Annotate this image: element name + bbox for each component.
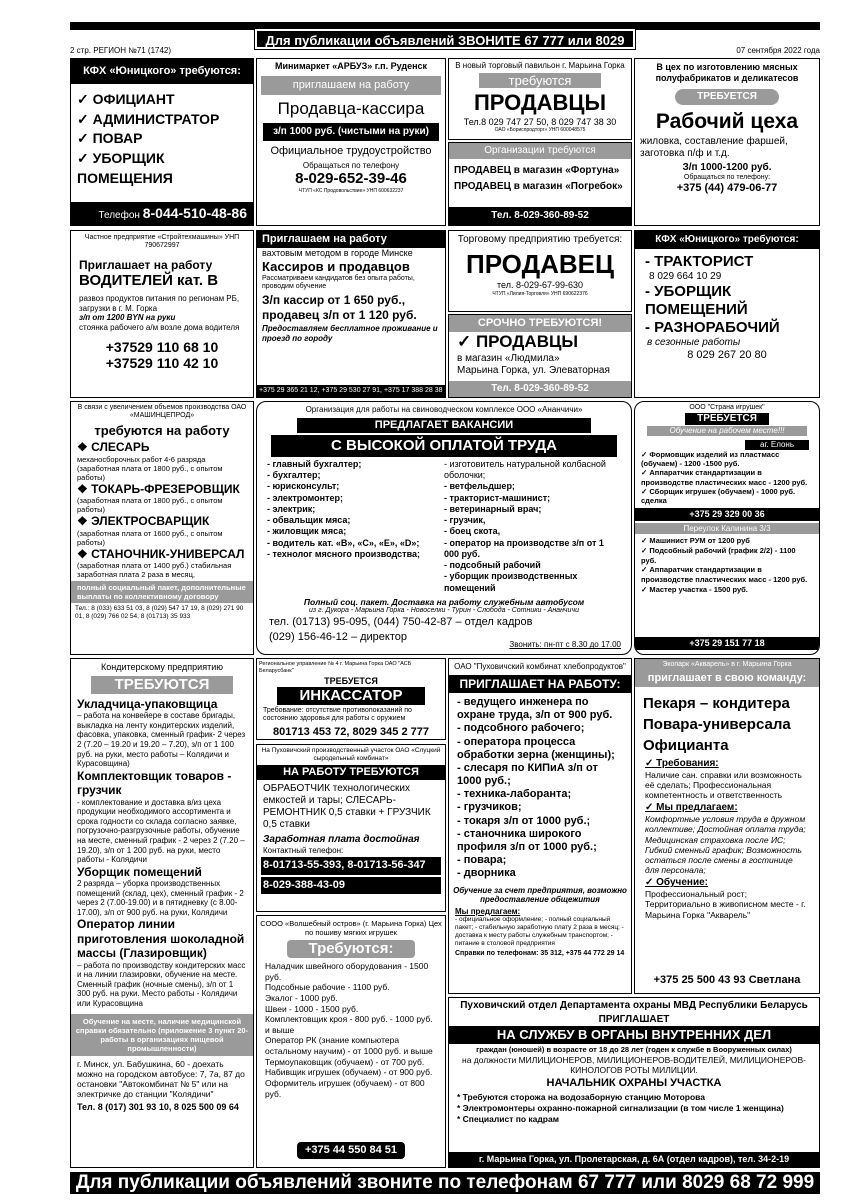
ad-title: Требуются: (287, 940, 415, 958)
ad-invite: ПРИГЛАШАЕТ (598, 1014, 670, 1025)
job-item: - подсобного рабочего; (457, 722, 585, 735)
ad-unp: ЧТУП «КС Продовольствие» УНП 600632237 (298, 188, 404, 195)
ad-salary: з/п 1000 руб. (чистыми на руки) (263, 123, 439, 141)
job-item: - обвальщик мяса; (267, 515, 351, 526)
phone: Справки по телефонам: 35 312, +375 44 772 29 14 (455, 949, 625, 957)
job-item: Повара-универсала (643, 715, 791, 733)
ad-confectionery (70, 658, 254, 1168)
ad-lyudmila (448, 314, 632, 398)
ad-position: ВОДИТЕЛЕЙ кат. В (79, 272, 219, 290)
job-item: - ТРАКТОРИСТ (645, 253, 754, 270)
ad-note: в сезонные работы (647, 337, 741, 348)
ad-offer: - официальное оформление; - полный социальный пакет; - стабильную заработную плату 2 раза в месяц; - доставка к месту работы служебным транспортом; - питание в столовой предприятия (455, 916, 624, 947)
job-item: Официанта (643, 736, 729, 754)
job-item: - подсобный рабочий (444, 560, 541, 571)
ad-address: Переулок Калинина 3/3 (635, 523, 819, 535)
job-item: - грузчиков; (457, 801, 522, 814)
job-item: ✓ Аппаратчик стандартизации в производстве пластических масс - 1200 руб. (641, 468, 808, 487)
job-name: Оператор линии приготовления шоколадной массы (Глазировщик) (77, 917, 245, 961)
ad-position: ПРОДАВЦЫ (473, 90, 607, 116)
job-item: - УБОРЩИК (645, 283, 732, 300)
ad-company: ОАО «Бориспродторг» УНП 600048575 (494, 127, 586, 134)
job-item: ПРОДАВЕЦ в магазин «Фортуна» (454, 165, 620, 176)
issue-info: 2 стр. РЕГИОН №71 (1742) (70, 46, 172, 55)
ad-cashiers (256, 230, 446, 398)
ad-company: Частное предприятие «Стройтехмашины» УНП 790672997 (84, 234, 240, 250)
ad-call: Обращаться по телефону: (683, 173, 771, 181)
job-item: Набивщик игрушек (обучаем) - от 900 руб. (265, 1067, 433, 1078)
phone: +375 25 500 43 93 Светлана (653, 973, 801, 986)
phone: +37529 110 42 10 (105, 355, 219, 372)
ad-company: ОАО "Пуховичский комбинат хлебопродуктов" (454, 662, 626, 671)
job-item: ✓ Аппаратчик стандартизации в производстве пластических масс - 1200 руб. (641, 565, 808, 585)
ad-position: Кассиров и продавцов (262, 258, 410, 274)
ad-seller (448, 230, 632, 312)
ad-salary: Заработная плата достойная (263, 833, 420, 845)
ad-title: Минимаркет «АРБУЗ» г.п. Руденск (274, 61, 428, 71)
job-desc: 2 разряда – уборка производственных помещений (склад, цех), сменный график - 2 через 2 (7.00-19.00) и в пятидневку (с 8.00-17.00), з/п от 900 руб. на руки, Колядичи (77, 879, 244, 917)
ad-intro: На Пуховичский производственный участок ОАО «Слуцкий сыродельный комбинат» (261, 747, 441, 762)
job-item: - тракторист-машинист; (444, 492, 551, 503)
ad-salary: З/п 1000-1200 руб. (682, 161, 772, 173)
ad-hours: Звонить: пн-пт с 8.30 до 17.00 (509, 640, 621, 650)
job-desc: (заработная плата от 1800 руб., с опытом работы) (77, 496, 223, 515)
ad-intro: Организация для работы на свиноводческом комплексе ООО «Ананчичи» (305, 405, 583, 414)
ad-social: Полный соц. пакет. Доставка на работу служебным автобусом (303, 596, 585, 607)
ad-desc: Рассматриваем кандидатов без опыта работы, проводим обучение (262, 274, 415, 290)
ad-yunitsky-2 (634, 230, 820, 398)
ad-salary: з/п от 1200 BYN на руки (79, 313, 176, 323)
ad-note: Предоставляем бесплатное проживание и проезд по городу (262, 324, 438, 343)
ad-line: НАЧАЛЬНИК ОХРАНЫ УЧАСТКА (546, 1076, 722, 1089)
bottom-banner: Для публикации объявлений звоните по телефонам 67 777 или 8029 68 72 999 (70, 1172, 820, 1194)
ad-intro: Региональное управление № 4 г. Марьина Горка ОАО "АСБ Беларусбанк" (259, 661, 412, 674)
phone: +375 29 365 21 12, +375 29 530 27 91, +375 17 388 28 38 (257, 385, 445, 397)
ad-bread-combine (448, 658, 632, 994)
ad-location: В новый торговый павильон г. Марьина Горка (455, 61, 625, 70)
ad-offer-title: ✓ Мы предлагаем: (645, 802, 738, 814)
job-item: Оформитель игрушек (обучаем) - от 800 руб. (265, 1077, 425, 1099)
ad-intro: Кондитерскому предприятию (101, 662, 223, 672)
job-name: СТАНОЧНИК-УНИВЕРСАЛ (91, 546, 245, 561)
ad-title: Пуховичский отдел Департамента охраны МВД Республики Беларусь (460, 1000, 808, 1011)
phone: +375 (44) 479-06-77 (676, 182, 778, 195)
job-item: Подсобные рабочие - 1100 руб. (265, 982, 390, 993)
ad-unp: ЧТУП «Лилия-Торговля» УНП 690622376 (492, 290, 588, 297)
ad-yunitsky-1 (70, 58, 254, 226)
phone: 8-029-388-43-09 (261, 877, 441, 894)
job-item: - жиловщик мяса; (267, 526, 347, 537)
job-item: ПОМЕЩЕНИЯ (77, 169, 173, 186)
job-desc: – работа на конвейере в составе бригады, выкладка на ленту кондитерских изделий, фасовка, упаковка, сменный график- 2 через 2 (7.20 – 19.20 и 19.20 – 7.20), з/п от 1 100 руб. на руки, место работы – Колядичи и Курасовщина) (77, 711, 246, 769)
job-desc: - комплектование и доставка в/из цеха продукции необходимого ассортимента и срока годности со склада согласно заявке, погрузочно-разгрузочные работы, обучение на месте, сменный график - 2 через 2 (7.20 – 19.20), з/п от 1 200 руб. на руки, место работы - Колядичи (77, 797, 245, 865)
job-item: Комплектовщик кроя - 800 руб. - 1000 руб. и выше (265, 1014, 433, 1035)
ad-intro: СООО «Волшебный остров» (г. Марьина Горка) Цех по пошиву мягких игрушек (260, 919, 442, 937)
phone: +375 29 151 77 18 (635, 637, 819, 650)
ad-akvarel (634, 658, 820, 994)
ad-title: НА РАБОТУ ТРЕБУЮТСЯ (257, 765, 445, 780)
ad-headline: С ВЫСОКОЙ ОПЛАТОЙ ТРУДА (271, 435, 617, 457)
ad-parking: стоянка рабочего а/м возле дома водителя (79, 322, 240, 332)
job-item: - ветфельдшер; (444, 481, 515, 492)
ad-city: аг. Елонь (745, 440, 809, 450)
ad-desc: развоз продуктов питания по регионам РБ, загрузки в г. М. Горка (79, 294, 240, 313)
phone: Тел.8 029 747 27 50, 8 029 747 38 30 (463, 116, 617, 127)
ad-line: на должности МИЛИЦИОНЕРОВ, МИЛИЦИОНЕРОВ-ВОДИТЕЛЕЙ, МИЛИЦИОНЕРОВ-КИНОЛОГОВ РОТЫ МИЛИЦИИ. (462, 1054, 806, 1075)
ad-slutsk-cheese (256, 744, 446, 912)
ad-offer-title: Мы предлагаем: (455, 906, 521, 916)
job-item: ПОМЕЩЕНИЙ (645, 301, 748, 318)
ad-invite: Приглашает на работу (79, 257, 213, 272)
phone: Тел. 8 (017) 301 93 10, 8 025 500 09 64 (77, 1102, 239, 1113)
ad-position: Продавца-кассира (277, 98, 425, 118)
job-item: - грузчик, (444, 515, 486, 526)
ad-notice: Обучение на месте, наличие медицинской справки обязательно (приложение 3 пункт 20- работы в организациях пищевой промышленности) (71, 1014, 253, 1056)
ad-required: ТРЕБУЕТСЯ (675, 89, 779, 105)
phone: +37529 110 68 10 (105, 338, 219, 355)
ad-offer: ПРЕДЛАГАЕТ ВАКАНСИИ (297, 418, 591, 433)
ad-required: требуются (479, 73, 601, 89)
job-item: - юрисконсульт; (267, 481, 340, 492)
job-item: Термоупаковщик (обучаем) - от 700 руб. (265, 1056, 425, 1067)
ad-intro: Экопарк «Акварель» в г. Марьина Горка (635, 659, 819, 671)
phone: 8 029 664 10 29 (649, 271, 722, 282)
ad-subtitle: Обучение на рабочем месте!!! (647, 426, 807, 436)
ad-pavilion (448, 58, 632, 140)
ad-desc: жиловка, составление фаршей, заготовка п/ф и т.д. (640, 135, 788, 159)
job-item: - изготовитель натуральной колбасной оболочки; (444, 458, 606, 481)
ad-route: из г. Дукора - Марьина Горка - Новоселки - Турин - Слобода - Сотники - Ананчичи (309, 606, 579, 614)
ad-shop: в магазин «Людмила» (457, 352, 560, 364)
ad-stroitehmashiny (70, 230, 254, 398)
job-item: ✓ Формовщик изделий из пластмасс (обучаем) - 1200 -1500 руб. (641, 449, 780, 468)
job-item: - боец скота, (444, 526, 501, 537)
left-list (267, 459, 444, 594)
job-item: - электрик; (267, 503, 316, 514)
ad-title: КФХ «Юницкого» требуются: (635, 231, 819, 249)
phone: +375 29 329 00 36 (635, 508, 819, 521)
ad-invite: ПРИГЛАШАЕТ НА РАБОТУ: (449, 675, 631, 693)
job-item: * Требуются сторожа на водозаборную станцию Моторова (457, 1092, 706, 1103)
job-name: СЛЕСАРЬ (91, 440, 150, 455)
ad-meat-shop (634, 58, 820, 226)
job-item: - электромонтер; (267, 492, 344, 503)
ad-title: КФХ «Юницкого» требуются: (71, 59, 253, 84)
phone-label: Телефон (98, 210, 140, 221)
job-item: ✓ Подсобный рабочий (график 2/2) - 1100 руб. (641, 545, 796, 565)
job-item: Наладчик швейного оборудования - 1500 руб. (265, 961, 429, 982)
ad-fortuna (448, 142, 632, 226)
ad-salary: З/п кассир от 1 650 руб., (262, 293, 406, 308)
job-item: ✓ Машинист РУМ от 1200 руб (641, 536, 750, 546)
ad-title: Приглашаем на работу (257, 231, 445, 248)
ad-ananchichi (256, 401, 632, 655)
ad-req-title: ✓ Требования: (645, 757, 719, 769)
job-desc: (заработная плата от 1400 руб.) стабильная заработная плата 2 раза в месяц, (77, 560, 232, 579)
job-item: - главный бухгалтер; (267, 458, 362, 469)
phone: +375 44 550 84 51 (297, 1142, 405, 1159)
right-list (444, 459, 621, 594)
ad-intro: Торговому предприятию требуется: (457, 234, 623, 245)
job-item: - повара; (457, 854, 507, 867)
ad-mashintseprod: В связи с увеличением объемов производства ОАО «МАШИНЦЕПРОД» требуются на работу ❖ СЛЕСАРЬ механосборочных работ 4-6 разряда (заработная плата от 1800 руб., с опытом работы) ❖ ТОКАРЬ-ФРЕЗЕРОВЩИК (заработная плата от 1800 руб., с опытом работы) ❖ ЭЛЕКТРОСВАРЩИК (заработная плата от 1600 руб., с опытом работы) ❖ СТАНОЧНИК-УНИВЕРСАЛ (заработная плата от 1400 руб.) стабильная заработная плата 2 раза в месяц, полный социальный пакет, дополнительные выплаты по коллективному договору Тел.: 8 (033) 633 51 03, 8 (029) 547 17 19, 8 (029) 271 90 01, 8 (029) 766 02 54, 8 (01713) 35 933 (70, 401, 254, 655)
job-item: - токаря з/п от 1000 руб.; (457, 814, 591, 827)
ad-contacts: Контактный телефон: (263, 845, 344, 855)
job-item: - ведущего инженера по охране труда, з/п от 900 руб. (457, 695, 613, 722)
job-item: Оператор РК (знание компьютера остальному научим) - от 1000 руб. и выше (265, 1035, 433, 1056)
job-item: ✓ АДМИНИСТРАТОР (77, 110, 220, 127)
ad-employment: Официальное трудоустройство (270, 145, 432, 158)
ad-strana-igrushek (634, 401, 820, 655)
ad-method: вахтовым методом в городе Минске (262, 248, 413, 259)
phone: Тел. 8-029-360-89-52 (449, 381, 631, 397)
phone: 8-044-510-48-86 (142, 205, 247, 221)
ad-title: Организации требуются (449, 143, 631, 159)
job-item: Пекаря – кондитера (643, 694, 790, 712)
job-item: - бухгалтер; (267, 470, 321, 481)
issue-date: 07 сентября 2022 года (736, 46, 820, 55)
ad-call: Обращаться по телефону (302, 160, 400, 170)
job-item: Швеи - 1000 - 1500 руб. (265, 1003, 359, 1014)
job-item: - техника-лаборанта; (457, 788, 572, 801)
job-item: - технолог мясного производства; (267, 548, 420, 559)
job-desc: механосборочных работ 4-6 разряда (заработная плата от 1800 руб., с опытом работы) (77, 454, 223, 482)
phone: 8-029-652-39-46 (295, 170, 407, 188)
job-item: - РАЗНОРАБОЧИЙ (645, 319, 780, 336)
ad-invite: приглашаем на работу (261, 76, 441, 95)
job-item: ✓ ОФИЦИАНТ (77, 91, 175, 108)
ad-mvd-security (448, 997, 820, 1168)
ad-title: ТРЕБУЮТСЯ (91, 676, 233, 694)
ad-company: ООО "Страна игрушек" (689, 404, 765, 411)
ad-address: г. Минск, ул. Бабушкина, 60 - доехать можно на городском автобусе: 7, 7а, 87 до остановки "Автокомбинат № 5" или на электричке до станции "Колядичи" (77, 1058, 245, 1100)
job-item: * Специалист по кадрам (457, 1114, 559, 1125)
ad-headline: НА СЛУЖБУ В ОРГАНЫ ВНУТРЕННИХ ДЕЛ (449, 1026, 819, 1044)
phone: 8-01713-55-393, 8-01713-56-347 (261, 857, 441, 874)
ad-train: Профессиональный рост; Территориально в живописном месте - г. Марьина Горка "Акварель" (645, 889, 806, 920)
ad-title: ТРЕБУЕТСЯ (685, 413, 769, 425)
job-item: - ветеринарный врач; (444, 503, 542, 514)
job-name: ТОКАРЬ-ФРЕЗЕРОВЩИК (91, 481, 240, 496)
ad-address: Марьина Горка, ул. Элеваторная (457, 364, 610, 376)
top-banner: Для публикации объявлений ЗВОНИТЕ 67 777 или 8029 68 72 999 (255, 29, 635, 49)
job-item: ✓ ПОВАР (77, 130, 143, 147)
ad-title: СРОЧНО ТРЕБУЮТСЯ! (449, 315, 631, 332)
job-item: ✓ УБОРЩИК (77, 149, 165, 166)
ad-address: г. Марьина Горка, ул. Пролетарская, д. 6А (отдел кадров), тел. 34-2-19 (449, 1152, 819, 1167)
ad-title: требуются на работу (94, 422, 230, 438)
ad-title: ТРЕБУЕТСЯ (324, 676, 378, 687)
ad-salary: продавец з/п от 1 120 руб. (262, 307, 417, 322)
ad-intro: В связи с увеличением объемов производства ОАО «МАШИНЦЕПРОД» (77, 404, 247, 420)
ad-intro: В цех по изготовлению мясных полуфабрикатов и деликатесов (655, 62, 799, 83)
job-item: * Электромонтеры охранно-пожарной сигнализации (в том числе 1 женщина) (457, 1103, 784, 1114)
ad-req: Требование: отсутствие противопоказаний по состоянию здоровья для работы с оружием (263, 706, 412, 723)
job-item: - водитель кат. «В», «С», «Е», «D»; (267, 537, 420, 548)
job-desc: – работа по производству кондитерских масс и на линии глазировки, обучение на месте. Сменный график (ночные смены), з/п от 1 300 руб. на руки. Место работы - Колядичи или Курасовщина (77, 960, 246, 1008)
job-name: Укладчица-упаковщица (77, 696, 218, 711)
job-name: ЭЛЕКТРОСВАРЩИК (91, 514, 210, 529)
job-item: ПРОДАВЕЦ в магазин «Погребок» (454, 181, 623, 192)
job-name: Уборщик помещений (77, 864, 202, 879)
job-desc: (заработная плата от 1600 руб., с опытом работы) (77, 528, 223, 547)
job-item: - оператор на производстве з/п от 1 000 руб. (444, 537, 604, 559)
job-item: - станочника широкого профиля з/п от 1000 руб.; (457, 827, 597, 854)
ad-invite: приглашает в свою команду: (635, 671, 819, 686)
ad-req: Наличие сан. справки или возможность её сделать; Профессиональная компетентность и ответственность (645, 769, 802, 800)
ad-benefits: полный социальный пакет, дополнительные выплаты по коллективному договору (71, 581, 253, 603)
job-item: - дворника (457, 867, 516, 880)
phone: тел. (01713) 95-095, (044) 750-42-87 – отдел кадров (269, 616, 533, 629)
ad-position: Рабочий цеха (655, 109, 799, 133)
ad-offer: Комфортные условия труда в дружном коллективе; Достойная оплата труда; Медицинская страховка после ИС; Гибкий сменный график; Возможность остаться после смены в гостинице для персонала; (645, 814, 806, 876)
ad-arbuz (256, 58, 446, 226)
phone: (029) 156-46-12 – директор (269, 630, 407, 643)
job-item: - оператора процесса обработки зерна (женщины); (457, 735, 615, 761)
ad-position: ИНКАССАТОР (277, 687, 425, 705)
job-item: ✓ Сборщик игрушек (обучаем) - 1000 руб. сделка (641, 487, 796, 506)
phone: 8 029 267 20 80 (687, 349, 767, 361)
ad-volshebny-ostrov (256, 915, 446, 1168)
job-item: - слесаря по КИПиА з/п от 1000 руб.; (457, 761, 598, 788)
ad-jobs: ОБРАБОТЧИК технологических емкостей и тары; СЛЕСАРЬ-РЕМОНТНИК 0,5 ставки + ГРУЗЧИК 0,5 ставки (263, 782, 431, 830)
job-item: ✓ Мастер участка - 1500 руб. (641, 584, 748, 594)
ad-training: Обучение за счет предприятия, возможно предоставление общежития (453, 885, 627, 905)
ad-train-title: ✓ Обучение: (645, 877, 708, 889)
phone: тел. 8-029-67-99-630 (496, 280, 584, 291)
phone: Тел. 8-029-360-89-52 (449, 207, 631, 225)
ad-position: ✓ ПРОДАВЦЫ (457, 332, 579, 352)
job-item: - уборщик производственных помещений (444, 571, 578, 593)
ad-belarusbank (256, 658, 446, 740)
phone: 801713 453 72, 8029 345 2 777 (273, 725, 429, 738)
ad-position: ПРОДАВЕЦ (466, 249, 614, 279)
phone: Тел.: 8 (033) 633 51 03, 8 (029) 547 17 19, 8 (029) 271 90 01, 8 (029) 766 02 54, 8 (01713) 35 933 (75, 604, 244, 620)
job-item: Экалог - 1000 руб. (265, 992, 338, 1003)
ad-line: граждан (юношей) в возрасте от 18 до 28 лет (годен к службе в Вооруженных силах) (476, 1044, 792, 1054)
job-name: Комплектовщик товаров - грузчик (77, 768, 232, 798)
